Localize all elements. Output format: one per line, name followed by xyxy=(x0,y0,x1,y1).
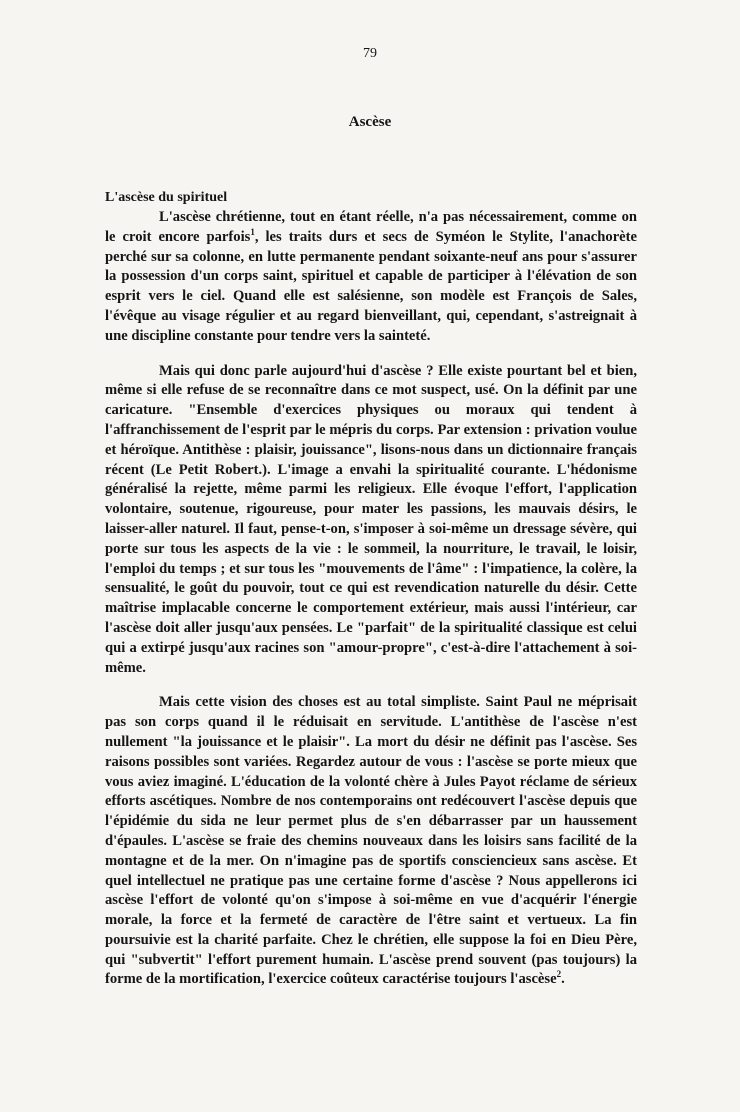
paragraph-text: Mais cette vision des choses est au total simpliste. Saint Paul ne méprisait pas son corps quand il le réduisait en servitude. L'antithèse de l'ascèse n'est nullement "la jouissance et le plaisir". La mort du désir ne définit pas l'ascèse. Ses raisons possibles sont variées. Regardez autour de vous : l'ascèse se porte mieux que vous aviez imaginé. L'éducation de la volonté chère à Jules Payot réclame de sérieux efforts ascétiques. Nombre de nos contemporains ont redécouvert l'ascèse depuis que l'épidémie du sida ne leur permet plus de s'en débarrasser par un haussement d'épaules. L'ascèse se fraie des chemins nouveaux dans les loisirs sans facilité de la montagne et de la mer. On n'imagine pas de sportifs consciencieux sans ascèse. Et quel intellectuel ne pratique pas une certaine forme d'ascèse ? Nous appellerons ici ascèse l'effort de volonté qu'on s'impose à soi-même en vue d'acquérir l'énergie morale, la force et la fermeté de caractère de l'être saint et vertueux. La fin poursuivie est la charité parfaite. Chez le chrétien, elle suppose la foi en Dieu Père, qui "subvertit" l'effort purement humain. L'ascèse prend souvent (pas toujours) la forme de la mortification, l'exercice coûteux caractérise toujours l'ascèse xyxy=(105,694,637,988)
paragraph-text: L'ascèse chrétienne, tout en étant réelle, n'a pas nécessairement, comme on le croit encore parfois xyxy=(105,209,637,245)
body-text xyxy=(105,208,637,1005)
paragraph-1 xyxy=(105,208,637,347)
paragraph-3 xyxy=(105,693,637,990)
footnote-marker-1: 1 xyxy=(250,226,255,237)
paragraph-2 xyxy=(105,362,637,679)
paragraph-text-end: . xyxy=(561,971,565,988)
section-heading: L'ascèse du spirituel xyxy=(105,190,228,205)
paragraph-text-continued: , les traits durs et secs de Syméon le Stylite, l'anachorète perché sur sa colonne, en lutte permanente pendant soixante-neuf ans pour s'assurer la possession d'un corps saint, spirituel et capable de participer à l'élévation de son esprit vers le ciel. Quand elle est salésienne, son modèle est François de Sales, l'évêque au visage régulier et au regard bienveillant, qui, cependant, s'astreignait à une discipline constante pour tendre vers la sainteté. xyxy=(105,228,637,344)
page-number: 79 xyxy=(363,46,377,61)
paragraph-text: Mais qui donc parle aujourd'hui d'ascèse ? Elle existe pourtant bel et bien, même si elle refuse de se reconnaître dans ce mot suspect, usé. On la définit par une caricature. "Ensemble d'exercices physiques ou moraux qui tendent à l'affranchissement de l'esprit par le mépris du corps. Par extension : privation voulue et héroïque. Antithèse : plaisir, jouissance", lisons-nous dans un dictionnaire français récent (Le Petit Robert.). L'image a envahi la spiritualité courante. L'hédonisme généralisé la rejette, même parmi les religieux. Elle évoque l'effort, l'application volontaire, soutenue, rigoureuse, pour mater les passions, les mauvais désirs, le laisser-aller naturel. Il faut, pense-t-on, s'imposer à soi-même un dressage sévère, qui porte sur tous les aspects de la vie : le sommeil, la nourriture, le travail, le loisir, l'emploi du temps ; et sur tous les "mouvements de l'âme" : l'impatience, la colère, la sensualité, le goût du pouvoir, tout ce qui est revendication naturelle du désir. Cette maîtrise implacable concerne le comportement extérieur, mais aussi l'intérieur, car l'ascèse doit aller jusqu'aux pensées. Le "parfait" de la spiritualité classique est celui qui a extirpé jusqu'aux racines son "amour-propre", c'est-à-dire l'attachement à soi-même. xyxy=(105,362,637,676)
footnote-marker-2: 2 xyxy=(556,969,562,980)
chapter-title: Ascèse xyxy=(348,114,392,130)
